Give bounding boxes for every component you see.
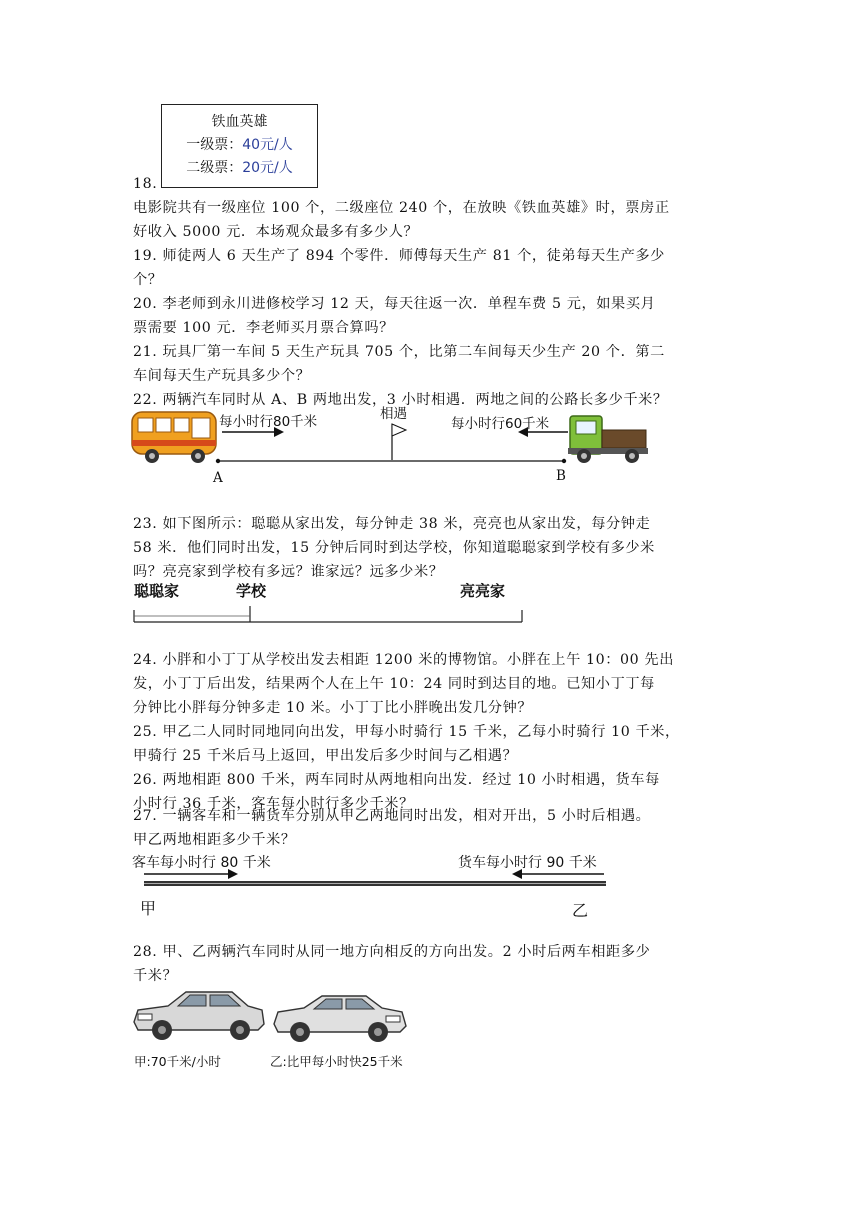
q28-cars-figure	[128, 984, 418, 1046]
left-speed-label: 每小时行80千米	[219, 414, 318, 430]
freight-speed-label: 货车每小时行 90 千米	[458, 855, 597, 871]
passenger-speed-label: 客车每小时行 80 千米	[132, 855, 271, 871]
point-yi-label: 乙	[572, 901, 589, 920]
question-26: 26. 两地相距 800 千米，两车同时从两地相向出发．经过 10 小时相遇，货车每 小时行 36 千米，客车每小时行多少千米？	[133, 772, 660, 812]
question-21: 21. 玩具厂第一车间 5 天生产玩具 705 个，比第二车间每天少生产 20 个．第二 车间每天生产玩具多少个？	[133, 344, 665, 384]
question-19: 19. 师徒两人 6 天生产了 894 个零件．师傅每天生产 81 个，徒弟每天生产多少 个？	[133, 248, 665, 288]
flag-icon	[392, 424, 406, 436]
q27-road-diagram	[140, 866, 610, 890]
point-a-label: A	[213, 470, 223, 486]
bus-icon	[132, 412, 216, 463]
question-27: 27. 一辆客车和一辆货车分别从甲乙两地同时出发，相对开出，5 小时后相遇。 甲乙两地相距多少千米？	[133, 808, 651, 848]
school-label: 学校	[236, 582, 267, 600]
liang-home-label: 亮亮家	[460, 582, 506, 600]
freight-arrowhead-icon	[512, 869, 522, 879]
question-18: 电影院共有一级座位 100 个，二级座位 240 个，在放映《铁血英雄》时，票房正 好收入 5000 元．本场观众最多有多少人？	[133, 200, 670, 240]
right-speed-label: 每小时行60千米	[451, 416, 550, 432]
truck-icon	[568, 416, 648, 463]
point-b-dot	[562, 459, 566, 463]
point-a-dot	[216, 459, 220, 463]
question-22: 22. 两辆汽车同时从 A、B 两地出发，3 小时相遇．两地之间的公路长多少千米？	[133, 392, 668, 408]
second-class-ticket: 二级票：20元/人	[186, 160, 293, 176]
question-25: 25. 甲乙二人同时同地同向出发，甲每小时骑行 15 千米，乙每小时骑行 10 千米， 甲骑行 25 千米后马上返回，甲出发后多少时间与乙相遇？	[133, 724, 680, 764]
question-20: 20. 李老师到永川进修校学习 12 天，每天往返一次．单程车费 5 元，如果买月 票需要 100 元．李老师买月票合算吗？	[133, 296, 656, 336]
question-28: 28. 甲、乙两辆汽车同时从同一地方向相反的方向出发。2 小时后两车相距多少 千米？	[133, 944, 651, 984]
passenger-arrowhead-icon	[228, 869, 238, 879]
cong-home-label: 聪聪家	[134, 582, 180, 600]
car-yi-label: 乙:比甲每小时快25千米	[270, 1054, 403, 1069]
first-class-price: 40	[242, 137, 261, 153]
car-jia-icon	[134, 992, 264, 1040]
second-class-price: 20	[242, 160, 261, 176]
point-jia-label: 甲	[140, 899, 157, 918]
question-24: 24. 小胖和小丁丁从学校出发去相距 1200 米的博物馆。小胖在上午 10：00 先出 发，小丁丁后出发，结果两个人在上午 10：24 同时到达目的地。已知小丁丁每 分钟比小胖每分钟多走 10 米。小丁丁比小胖晚出发几分钟？	[133, 652, 674, 716]
ticket-title: 铁血英雄	[211, 114, 268, 130]
meet-label: 相遇	[380, 406, 407, 422]
point-b-label: B	[556, 468, 566, 484]
first-class-ticket: 一级票：40元/人	[186, 137, 293, 153]
car-jia-label: 甲:70千米/小时	[134, 1054, 221, 1069]
q23-line-diagram	[130, 596, 530, 626]
car-yi-icon	[274, 996, 406, 1042]
q18-number: 18.	[133, 176, 158, 192]
question-23: 23. 如下图所示：聪聪从家出发，每分钟走 38 米，亮亮也从家出发，每分钟走 58 米．他们同时出发，15 分钟后同时到达学校，你知道聪聪家到学校有多少米 吗？亮亮家到学校有多远？谁家远？远多少米？	[133, 516, 655, 580]
